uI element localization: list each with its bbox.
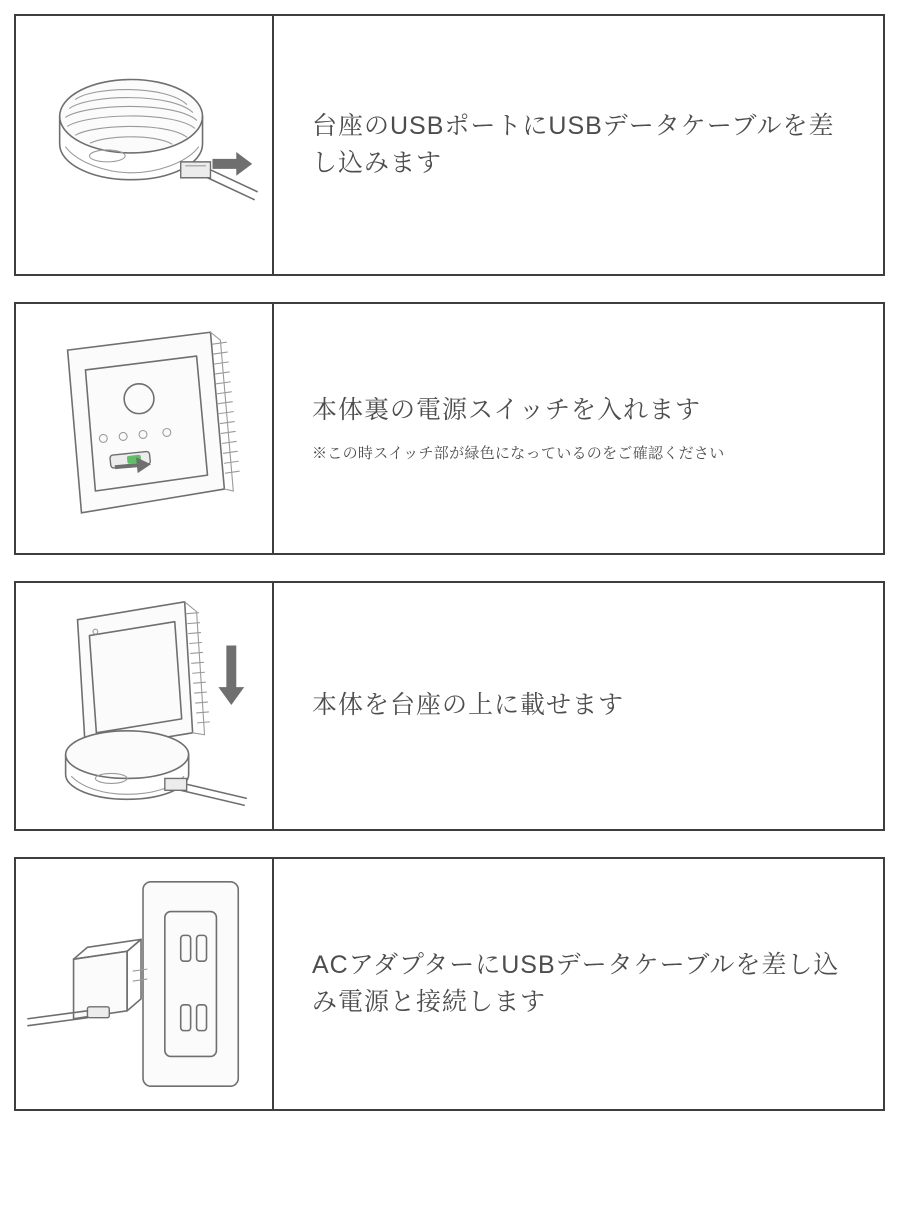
- step-text-3: [274, 583, 883, 829]
- step-title-4: ACアダプターにUSBデータケーブルを差し込み電源と接続します: [312, 950, 840, 1016]
- step-title-3: 本体を台座の上に載せます: [312, 691, 625, 720]
- step-row-3: [14, 581, 885, 831]
- step-row-1: [14, 14, 885, 276]
- device-back-power-switch-illustration: [16, 304, 274, 553]
- step-text-4: [274, 859, 883, 1109]
- step-row-4: [14, 857, 885, 1111]
- step-note-2: ※この時スイッチ部が緑色になっているのをご確認ください: [312, 445, 725, 463]
- step-text-1: [274, 16, 883, 274]
- base-usb-port-illustration: [16, 16, 274, 274]
- step-text-2: [274, 304, 883, 553]
- ac-adapter-outlet-illustration: [16, 859, 274, 1109]
- step-row-2: [14, 302, 885, 555]
- device-on-base-illustration: [16, 583, 274, 829]
- step-title-1: 台座のUSBポートにUSBデータケーブルを差し込みます: [312, 111, 835, 177]
- place-down-arrow-icon: [218, 645, 244, 705]
- step-title-2: 本体裏の電源スイッチを入れます: [312, 395, 702, 424]
- insert-arrow-icon: [212, 152, 252, 176]
